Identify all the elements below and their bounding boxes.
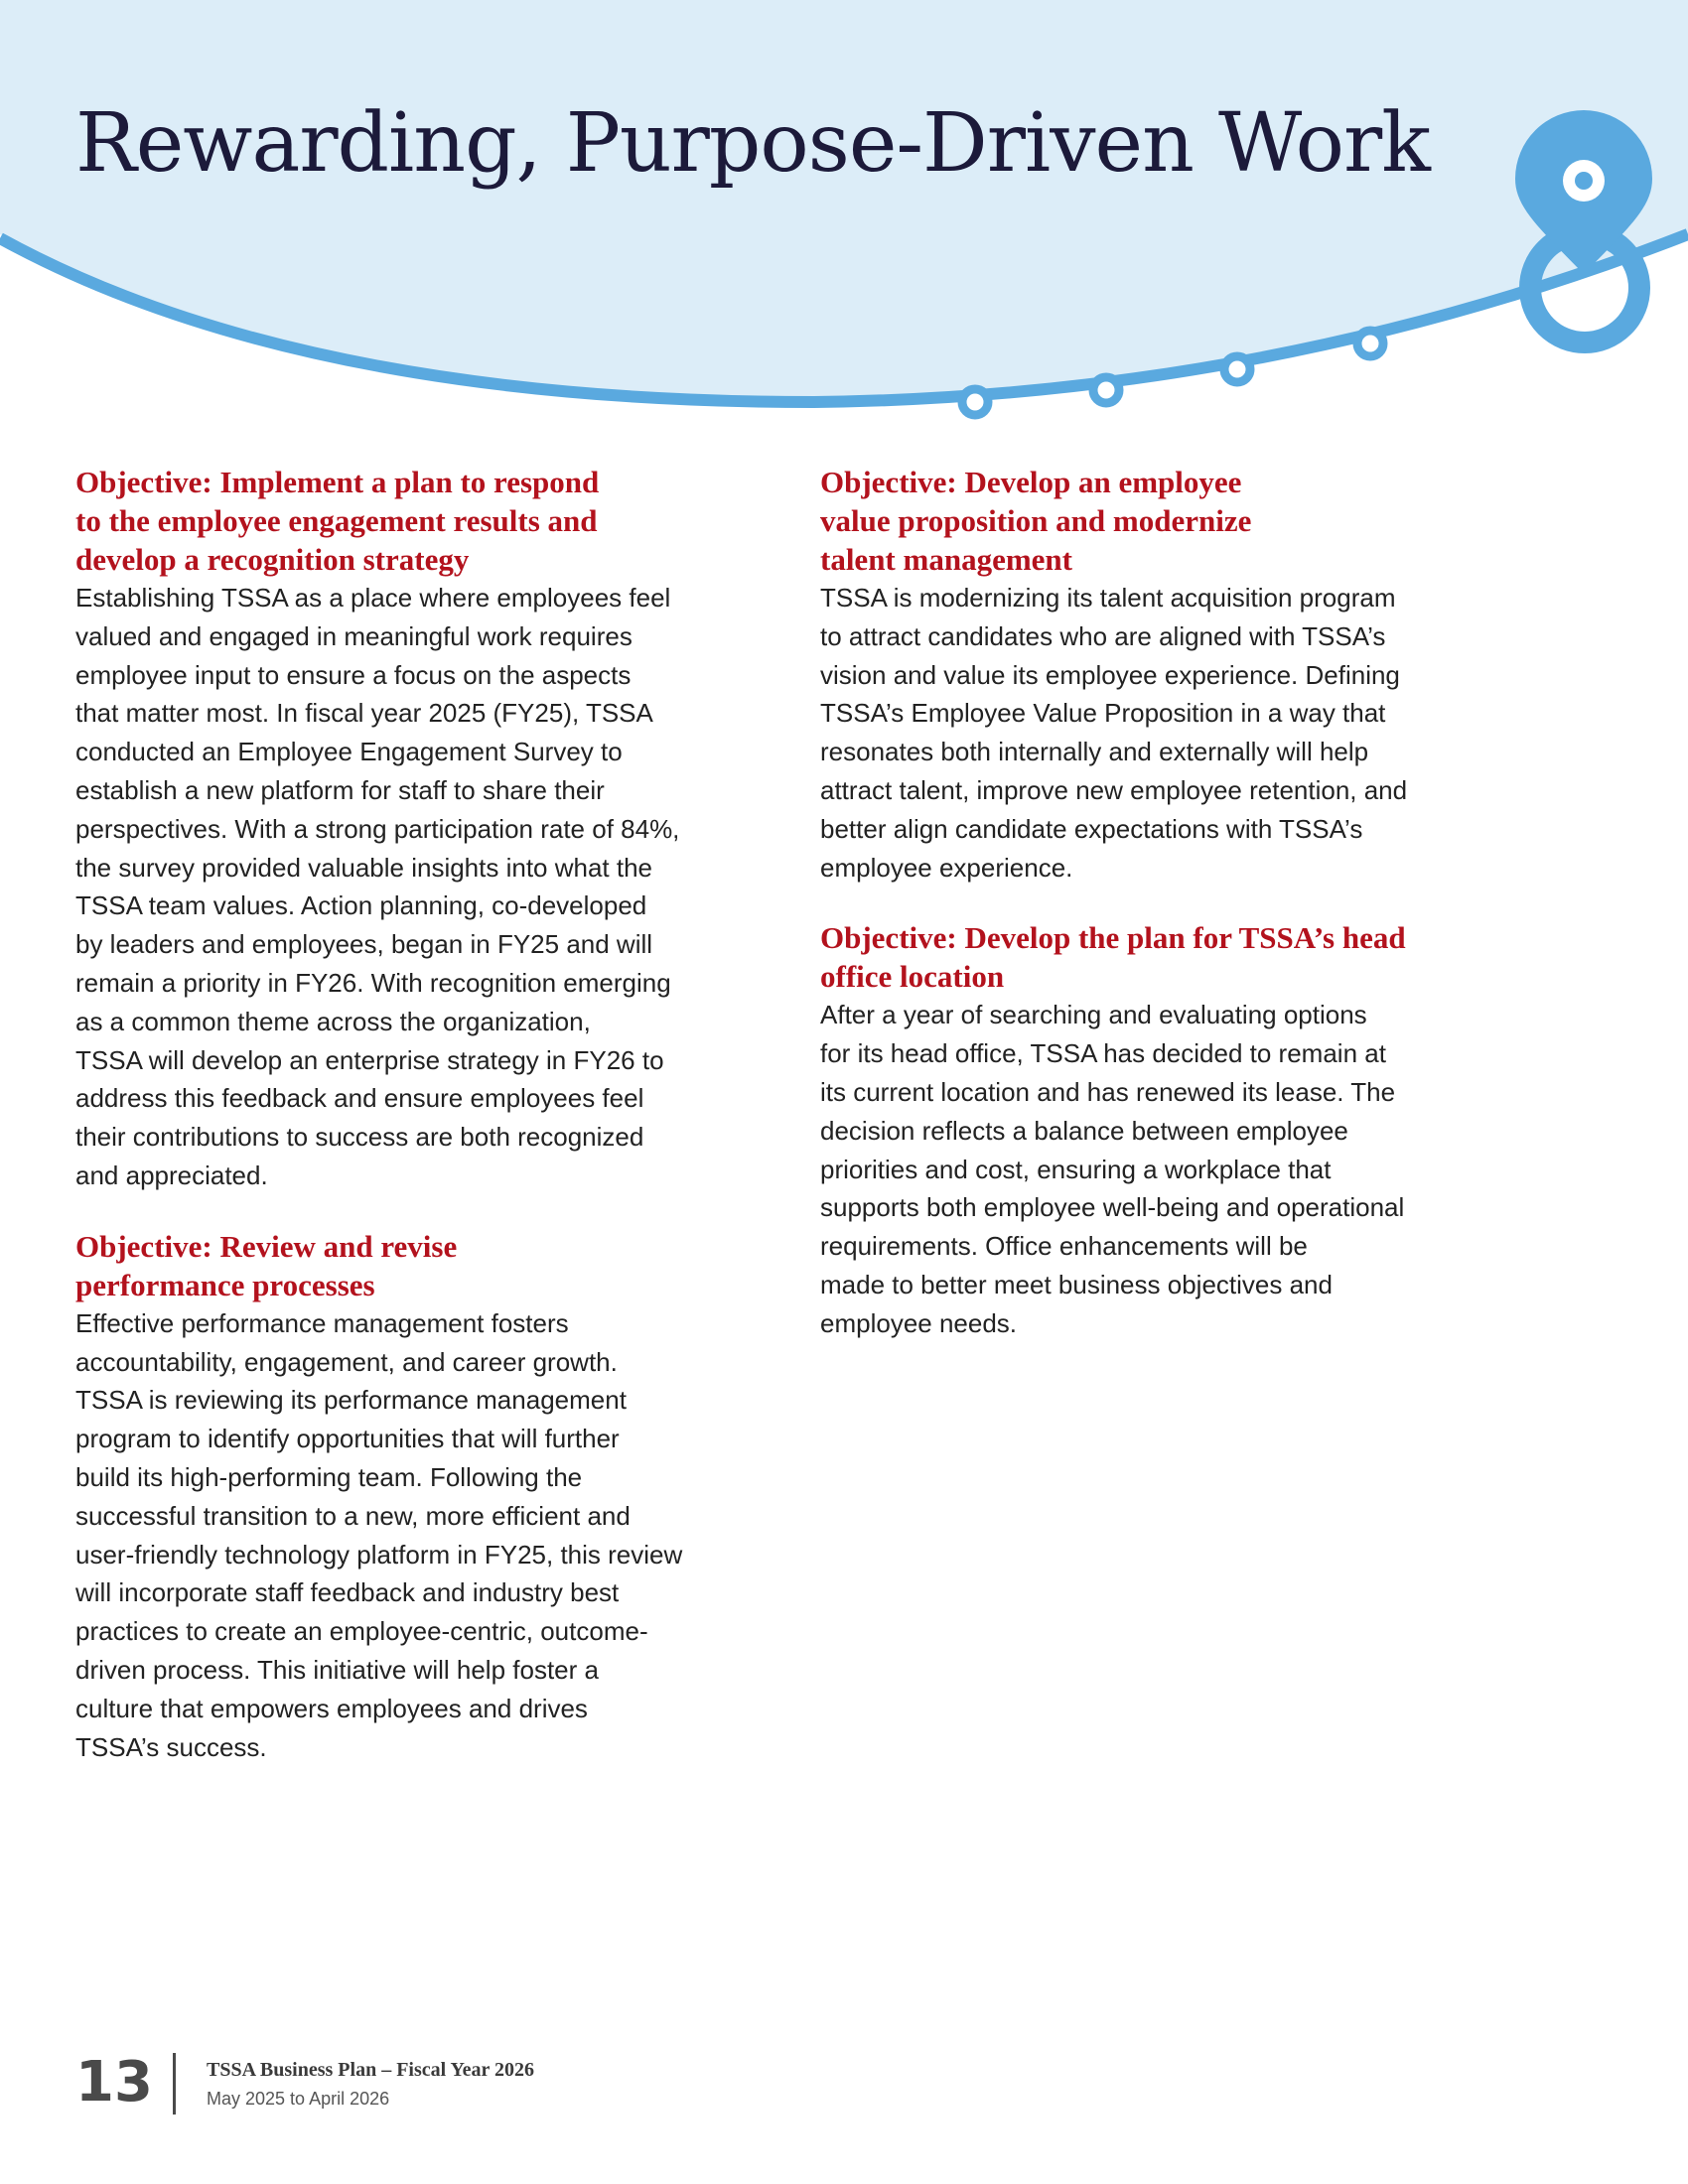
objective-body xyxy=(75,1304,751,1767)
body-line: successful transition to a new, more efficient and xyxy=(75,1500,631,1531)
body-line: that matter most. In fiscal year 2025 (FY25), TSSA xyxy=(75,698,653,729)
objective-heading xyxy=(820,463,1495,579)
objective-heading-line: Objective: Develop the plan for TSSA’s head xyxy=(820,920,1406,956)
objective-heading-line: to the employee engagement results and xyxy=(75,503,598,538)
body-line: TSSA is modernizing its talent acquisition program xyxy=(820,583,1396,613)
objective-heading xyxy=(75,1227,751,1304)
objective-value-proposition-section xyxy=(820,463,1495,887)
body-line: practices to create an employee-centric, outcome- xyxy=(75,1616,648,1647)
objective-heading xyxy=(820,918,1495,996)
body-line: Establishing TSSA as a place where employees feel xyxy=(75,583,671,613)
footer-document-title: TSSA Business Plan – Fiscal Year 2026 xyxy=(207,2059,535,2081)
objective-heading-line: value proposition and modernize xyxy=(820,503,1252,538)
body-line: made to better meet business objectives and xyxy=(820,1269,1333,1299)
footer-divider xyxy=(173,2053,176,2115)
body-line: address this feedback and ensure employees feel xyxy=(75,1083,644,1114)
body-line: vision and value its employee experience. Defining xyxy=(820,659,1400,690)
body-line: employee input to ensure a focus on the aspects xyxy=(75,659,632,690)
route-stop-icon xyxy=(962,389,988,415)
body-line: the survey provided valuable insights into what the xyxy=(75,852,653,883)
objective-heading-line: performance processes xyxy=(75,1267,375,1302)
objective-body xyxy=(820,996,1495,1342)
objective-heading-line: Objective: Implement a plan to respond xyxy=(75,465,600,499)
objective-head-office-section xyxy=(820,918,1495,1342)
body-line: TSSA’s Employee Value Proposition in a way that xyxy=(820,698,1386,729)
body-line: employee experience. xyxy=(820,852,1073,883)
body-line: employee needs. xyxy=(820,1307,1018,1338)
objective-heading-line: Objective: Review and revise xyxy=(75,1228,458,1264)
right-column xyxy=(820,463,1495,1375)
body-line: perspectives. With a strong participation rate of 84%, xyxy=(75,813,680,844)
body-line: requirements. Office enhancements will be xyxy=(820,1231,1308,1262)
body-line: program to identify opportunities that will further xyxy=(75,1424,620,1454)
objective-heading-line: develop a recognition strategy xyxy=(75,542,470,577)
body-line: supports both employee well-being and operational xyxy=(820,1192,1405,1223)
objective-engagement-section xyxy=(75,463,751,1195)
body-line: valued and engaged in meaningful work requires xyxy=(75,620,633,651)
page-number: 13 xyxy=(75,2050,153,2115)
body-line: TSSA is reviewing its performance management xyxy=(75,1385,627,1416)
objective-performance-section xyxy=(75,1227,751,1767)
objective-heading-line: Objective: Develop an employee xyxy=(820,465,1242,499)
body-line: resonates both internally and externally will help xyxy=(820,737,1369,767)
body-line: its current location and has renewed its lease. The xyxy=(820,1076,1396,1107)
body-line: attract talent, improve new employee retention, and xyxy=(820,774,1408,805)
body-line: driven process. This initiative will help foster a xyxy=(75,1654,599,1685)
footer-date-range: May 2025 to April 2026 xyxy=(207,2089,390,2109)
body-line: accountability, engagement, and career growth. xyxy=(75,1346,618,1377)
route-stop-icon xyxy=(1224,356,1250,382)
body-line: will incorporate staff feedback and industry best xyxy=(75,1577,620,1608)
objective-body xyxy=(75,579,751,1195)
body-line: by leaders and employees, began in FY25 and will xyxy=(75,929,653,960)
body-line: better align candidate expectations with TSSA’s xyxy=(820,813,1363,844)
body-line: and appreciated. xyxy=(75,1160,268,1190)
body-line: conducted an Employee Engagement Survey to xyxy=(75,737,623,767)
header-background xyxy=(0,0,1688,437)
body-line: After a year of searching and evaluating options xyxy=(820,1000,1367,1030)
body-line: their contributions to success are both recognized xyxy=(75,1122,644,1153)
body-line: user-friendly technology platform in FY25, this review xyxy=(75,1539,683,1570)
body-line: TSSA will develop an enterprise strategy in FY26 to xyxy=(75,1044,664,1075)
body-line: as a common theme across the organization, xyxy=(75,1006,591,1036)
body-line: Effective performance management fosters xyxy=(75,1307,569,1338)
body-line: build its high-performing team. Following the xyxy=(75,1461,583,1492)
page-title: Rewarding, Purpose-Driven Work xyxy=(75,96,1430,191)
body-line: TSSA team values. Action planning, co-developed xyxy=(75,890,647,921)
objective-body xyxy=(820,579,1495,887)
body-line: decision reflects a balance between employee xyxy=(820,1115,1348,1146)
body-line: establish a new platform for staff to share their xyxy=(75,774,605,805)
body-line: TSSA’s success. xyxy=(75,1731,267,1762)
objective-heading xyxy=(75,463,751,579)
body-line: for its head office, TSSA has decided to remain at xyxy=(820,1038,1386,1069)
body-line: remain a priority in FY26. With recognition emerging xyxy=(75,967,671,998)
body-line: to attract candidates who are aligned with TSSA’s xyxy=(820,620,1386,651)
left-column xyxy=(75,463,751,1798)
objective-heading-line: office location xyxy=(820,959,1005,995)
route-stop-icon xyxy=(1093,377,1119,403)
route-stop-icon xyxy=(1357,331,1383,356)
objective-heading-line: talent management xyxy=(820,542,1072,577)
body-line: priorities and cost, ensuring a workplace that xyxy=(820,1154,1332,1184)
body-line: culture that empowers employees and drives xyxy=(75,1693,588,1723)
